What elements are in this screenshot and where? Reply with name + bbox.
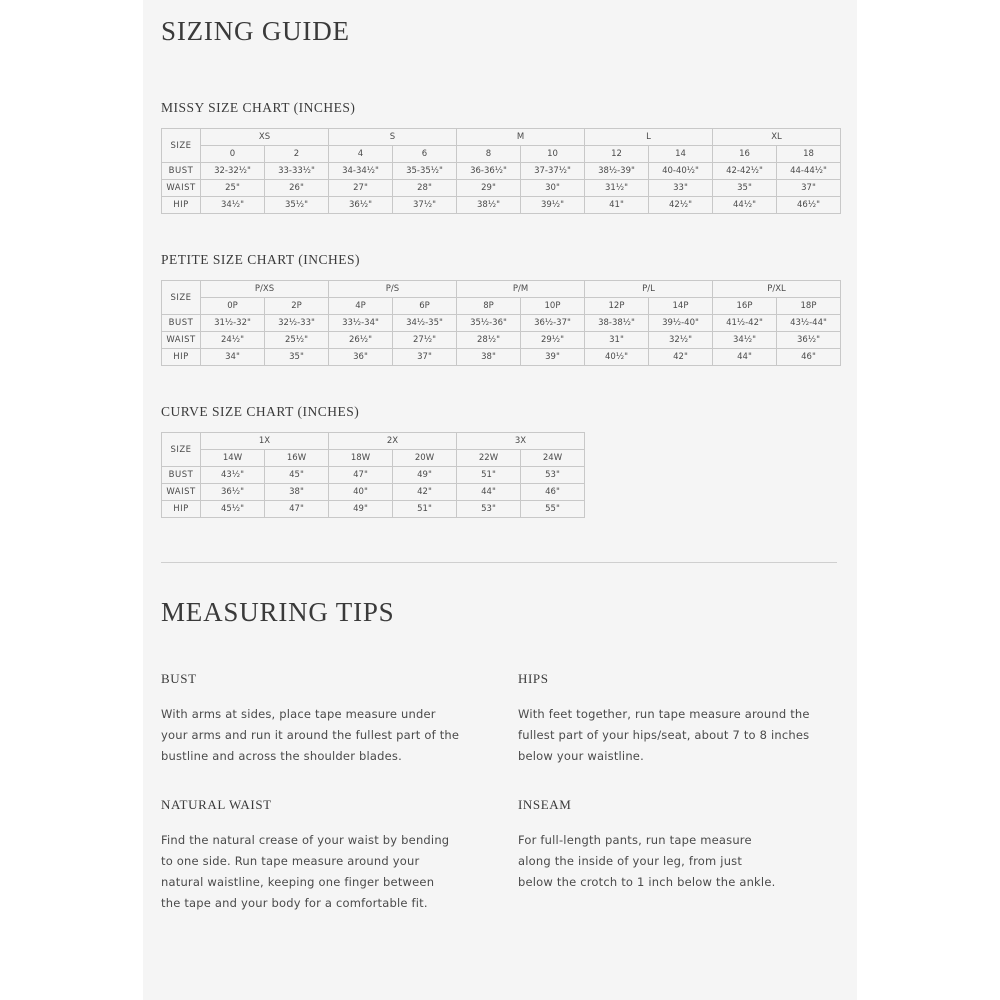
measurement-label: BUST	[162, 315, 201, 332]
curve-size-table	[161, 432, 585, 518]
measurement-value: 36½"	[329, 197, 393, 214]
measurement-label: WAIST	[162, 180, 201, 197]
measurement-value: 47"	[265, 501, 329, 518]
measurement-value: 24½"	[201, 332, 265, 349]
measurement-value: 38½"	[457, 197, 521, 214]
size-number-cell: 18P	[777, 298, 841, 315]
measurement-value: 32½-33"	[265, 315, 329, 332]
missy-chart-title: MISSY SIZE CHART (INCHES)	[161, 100, 356, 115]
measurement-value: 44-44½"	[777, 163, 841, 180]
measurement-value: 42"	[393, 484, 457, 501]
size-number-cell: 12	[585, 146, 649, 163]
measurement-value: 33"	[649, 180, 713, 197]
table-row	[162, 315, 841, 332]
measurement-value: 46"	[777, 349, 841, 366]
size-group-row	[162, 129, 841, 146]
measurement-value: 27½"	[393, 332, 457, 349]
tip-natural-waist	[161, 797, 456, 914]
measurement-value: 36½"	[777, 332, 841, 349]
size-header-cell: SIZE	[162, 281, 201, 315]
size-group-cell: M	[457, 129, 585, 146]
measurement-value: 44"	[457, 484, 521, 501]
measurement-value: 43½"	[201, 467, 265, 484]
measurement-value: 34"	[201, 349, 265, 366]
size-header-cell: SIZE	[162, 129, 201, 163]
measurement-value: 28"	[393, 180, 457, 197]
measurement-value: 36"	[329, 349, 393, 366]
page-title: SIZING GUIDE	[161, 16, 350, 46]
measurement-value: 46"	[521, 484, 585, 501]
size-number-cell: 4	[329, 146, 393, 163]
measurement-value: 31"	[585, 332, 649, 349]
size-number-cell: 14W	[201, 450, 265, 467]
table-row	[162, 467, 585, 484]
measurement-value: 46½"	[777, 197, 841, 214]
measurement-value: 35½-36"	[457, 315, 521, 332]
measurement-value: 53"	[521, 467, 585, 484]
measurement-value: 26½"	[329, 332, 393, 349]
size-number-cell: 22W	[457, 450, 521, 467]
table-row	[162, 163, 841, 180]
tip-heading: INSEAM	[518, 797, 572, 812]
size-number-cell: 16P	[713, 298, 777, 315]
measurement-value: 53"	[457, 501, 521, 518]
size-group-cell: 3X	[457, 433, 585, 450]
measurement-value: 33½-34"	[329, 315, 393, 332]
size-group-cell: XL	[713, 129, 841, 146]
measurement-value: 36½"	[201, 484, 265, 501]
measurement-value: 35"	[713, 180, 777, 197]
measurement-label: WAIST	[162, 332, 201, 349]
size-group-cell: P/L	[585, 281, 713, 298]
table-row	[162, 332, 841, 349]
measurement-value: 34-34½"	[329, 163, 393, 180]
table-row	[162, 197, 841, 214]
size-number-cell: 16	[713, 146, 777, 163]
size-number-row	[162, 298, 841, 315]
measurement-value: 31½"	[585, 180, 649, 197]
size-number-cell: 6	[393, 146, 457, 163]
tip-heading: NATURAL WAIST	[161, 797, 272, 812]
size-number-cell: 12P	[585, 298, 649, 315]
petite-chart-title: PETITE SIZE CHART (INCHES)	[161, 252, 361, 267]
measurement-value: 39½"	[521, 197, 585, 214]
measurement-value: 49"	[329, 501, 393, 518]
size-number-cell: 16W	[265, 450, 329, 467]
measurement-value: 26"	[265, 180, 329, 197]
size-number-cell: 14P	[649, 298, 713, 315]
measurement-value: 28½"	[457, 332, 521, 349]
measurement-value: 32-32½"	[201, 163, 265, 180]
measurement-value: 49"	[393, 467, 457, 484]
size-header-cell: SIZE	[162, 433, 201, 467]
measurement-value: 35-35½"	[393, 163, 457, 180]
measurement-value: 25½"	[265, 332, 329, 349]
measurement-value: 29"	[457, 180, 521, 197]
petite-size-table	[161, 280, 841, 366]
measurement-value: 40½"	[585, 349, 649, 366]
size-group-cell: 1X	[201, 433, 329, 450]
tip-heading: HIPS	[518, 671, 549, 686]
measurement-value: 35"	[265, 349, 329, 366]
size-number-cell: 20W	[393, 450, 457, 467]
table-row	[162, 349, 841, 366]
size-number-cell: 2P	[265, 298, 329, 315]
tip-hips	[518, 671, 818, 767]
size-number-cell: 10	[521, 146, 585, 163]
measurement-value: 38-38½"	[585, 315, 649, 332]
measurement-value: 40-40½"	[649, 163, 713, 180]
measurement-value: 42"	[649, 349, 713, 366]
size-group-cell: P/XS	[201, 281, 329, 298]
size-number-cell: 10P	[521, 298, 585, 315]
size-group-cell: P/M	[457, 281, 585, 298]
size-number-cell: 4P	[329, 298, 393, 315]
measurement-label: BUST	[162, 467, 201, 484]
measurement-value: 42½"	[649, 197, 713, 214]
size-group-cell: S	[329, 129, 457, 146]
curve-chart-title: CURVE SIZE CHART (INCHES)	[161, 404, 360, 419]
size-number-cell: 0	[201, 146, 265, 163]
measurement-value: 41"	[585, 197, 649, 214]
table-row	[162, 180, 841, 197]
measurement-value: 34½-35"	[393, 315, 457, 332]
measurement-value: 39½-40"	[649, 315, 713, 332]
measurement-value: 51"	[457, 467, 521, 484]
measurement-value: 44½"	[713, 197, 777, 214]
size-number-row	[162, 450, 585, 467]
size-number-cell: 8	[457, 146, 521, 163]
measurement-value: 43½-44"	[777, 315, 841, 332]
measurement-value: 37-37½"	[521, 163, 585, 180]
size-group-cell: 2X	[329, 433, 457, 450]
measuring-tips-title: MEASURING TIPS	[161, 597, 395, 627]
measurement-value: 29½"	[521, 332, 585, 349]
measurement-value: 35½"	[265, 197, 329, 214]
size-number-cell: 8P	[457, 298, 521, 315]
size-group-cell: P/XL	[713, 281, 841, 298]
measurement-value: 30"	[521, 180, 585, 197]
size-number-cell: 18W	[329, 450, 393, 467]
tip-text: With arms at sides, place tape measure under your arms and run it around the fullest part of the bustline and across the shoulder blades.	[161, 707, 460, 763]
tip-text: Find the natural crease of your waist by bending to one side. Run tape measure around your natural waistline, keeping one finger between the tape and your body for a comfortable fit.	[161, 833, 450, 910]
section-divider	[161, 562, 837, 563]
measurement-label: WAIST	[162, 484, 201, 501]
measurement-value: 38"	[265, 484, 329, 501]
measurement-value: 37"	[393, 349, 457, 366]
measurement-value: 42-42½"	[713, 163, 777, 180]
missy-size-table	[161, 128, 841, 214]
measurement-value: 39"	[521, 349, 585, 366]
measurement-label: BUST	[162, 163, 201, 180]
measurement-label: HIP	[162, 349, 201, 366]
measurement-label: HIP	[162, 501, 201, 518]
measurement-value: 27"	[329, 180, 393, 197]
measurement-value: 36½-37"	[521, 315, 585, 332]
size-number-cell: 6P	[393, 298, 457, 315]
size-number-cell: 14	[649, 146, 713, 163]
size-number-cell: 0P	[201, 298, 265, 315]
measurement-value: 31½-32"	[201, 315, 265, 332]
measurement-value: 37½"	[393, 197, 457, 214]
size-number-row	[162, 146, 841, 163]
measurement-value: 45½"	[201, 501, 265, 518]
tip-heading: BUST	[161, 671, 197, 686]
tip-inseam	[518, 797, 778, 893]
tip-text: With feet together, run tape measure around the fullest part of your hips/seat, about 7 to 8 inches below your waistline.	[518, 707, 810, 763]
measurement-label: HIP	[162, 197, 201, 214]
measurement-value: 32½"	[649, 332, 713, 349]
size-group-row	[162, 281, 841, 298]
table-row	[162, 501, 585, 518]
tip-text: For full-length pants, run tape measure along the inside of your leg, from just below the crotch to 1 inch below the ankle.	[518, 833, 776, 889]
measurement-value: 25"	[201, 180, 265, 197]
measurement-value: 51"	[393, 501, 457, 518]
size-group-cell: XS	[201, 129, 329, 146]
size-number-cell: 18	[777, 146, 841, 163]
measurement-value: 34½"	[713, 332, 777, 349]
size-group-cell: L	[585, 129, 713, 146]
measurement-value: 40"	[329, 484, 393, 501]
measurement-value: 55"	[521, 501, 585, 518]
measurement-value: 36-36½"	[457, 163, 521, 180]
measurement-value: 37"	[777, 180, 841, 197]
measurement-value: 44"	[713, 349, 777, 366]
size-group-row	[162, 433, 585, 450]
table-row	[162, 484, 585, 501]
size-group-cell: P/S	[329, 281, 457, 298]
measurement-value: 34½"	[201, 197, 265, 214]
measurement-value: 41½-42"	[713, 315, 777, 332]
measurement-value: 47"	[329, 467, 393, 484]
size-number-cell: 2	[265, 146, 329, 163]
measurement-value: 45"	[265, 467, 329, 484]
measurement-value: 33-33½"	[265, 163, 329, 180]
tip-bust	[161, 671, 461, 767]
size-number-cell: 24W	[521, 450, 585, 467]
measurement-value: 38"	[457, 349, 521, 366]
measurement-value: 38½-39"	[585, 163, 649, 180]
